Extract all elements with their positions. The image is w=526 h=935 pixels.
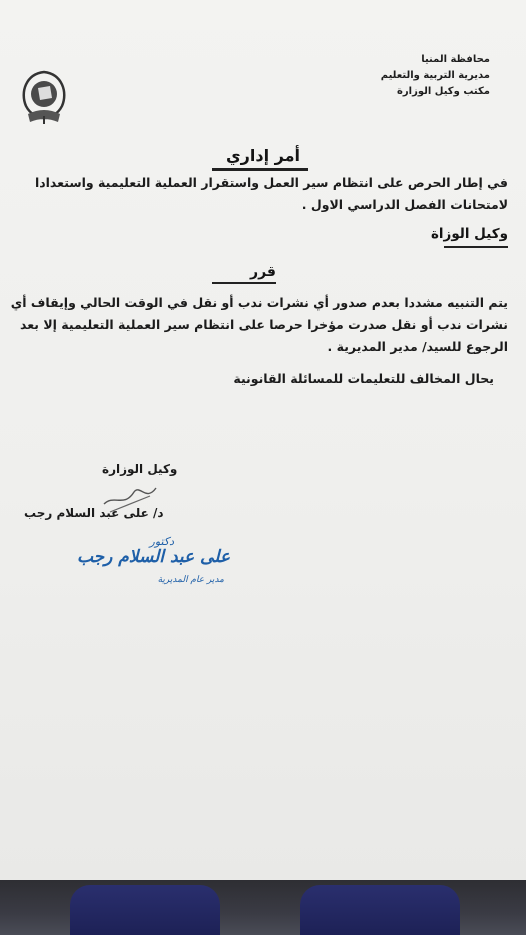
document-title: أمر إداري [226,146,300,165]
signatory-name: د/ على عبد السلام رجب [24,506,164,520]
penalty-paragraph: يحال المخالف للتعليمات للمسائلة القانونية [233,371,494,386]
issuer-label: وكيل الوزاة [430,226,508,242]
decision-paragraph: يتم التنبيه مشددا بعدم صدور أي نشرات ندب أو نقل في الوقت الحالي وإيقاف أي نشرات ندب أو نقل صدرت مؤخرا حرصا على انتظام سير العملية التعليمية إلا بعد الرجوع للسيد/ مدير المديرية . [10,295,508,354]
intro-paragraph: في إطار الحرص على انتظام سير العمل واستقرار العملية التعليمية واستعدادا لامتحانات الفصل الدراسي الاول . [34,175,508,212]
signatory-title: وكيل الوزارة [102,462,178,476]
title-underline [212,168,308,171]
decision-heading: قرر [250,264,276,280]
stamp-line-title: دكتور [149,535,174,548]
letterhead-line-office: مكتب وكيل الوزارة [397,86,490,97]
official-stamp [50,535,230,591]
letterhead-line-governorate: محافظة المنيا [421,54,490,65]
decision-underline [212,282,276,284]
letterhead-line-directorate: مديرية التربية والتعليم [380,70,490,81]
stamp-line-name: على عبد السلام رجب [76,547,230,567]
shoe-left [70,885,220,935]
stamp-line-position: مدير عام المديرية [157,575,224,585]
ministry-emblem-icon [18,68,70,128]
shoe-right [300,885,460,935]
issuer-underline [444,246,508,248]
letterhead [381,52,490,100]
